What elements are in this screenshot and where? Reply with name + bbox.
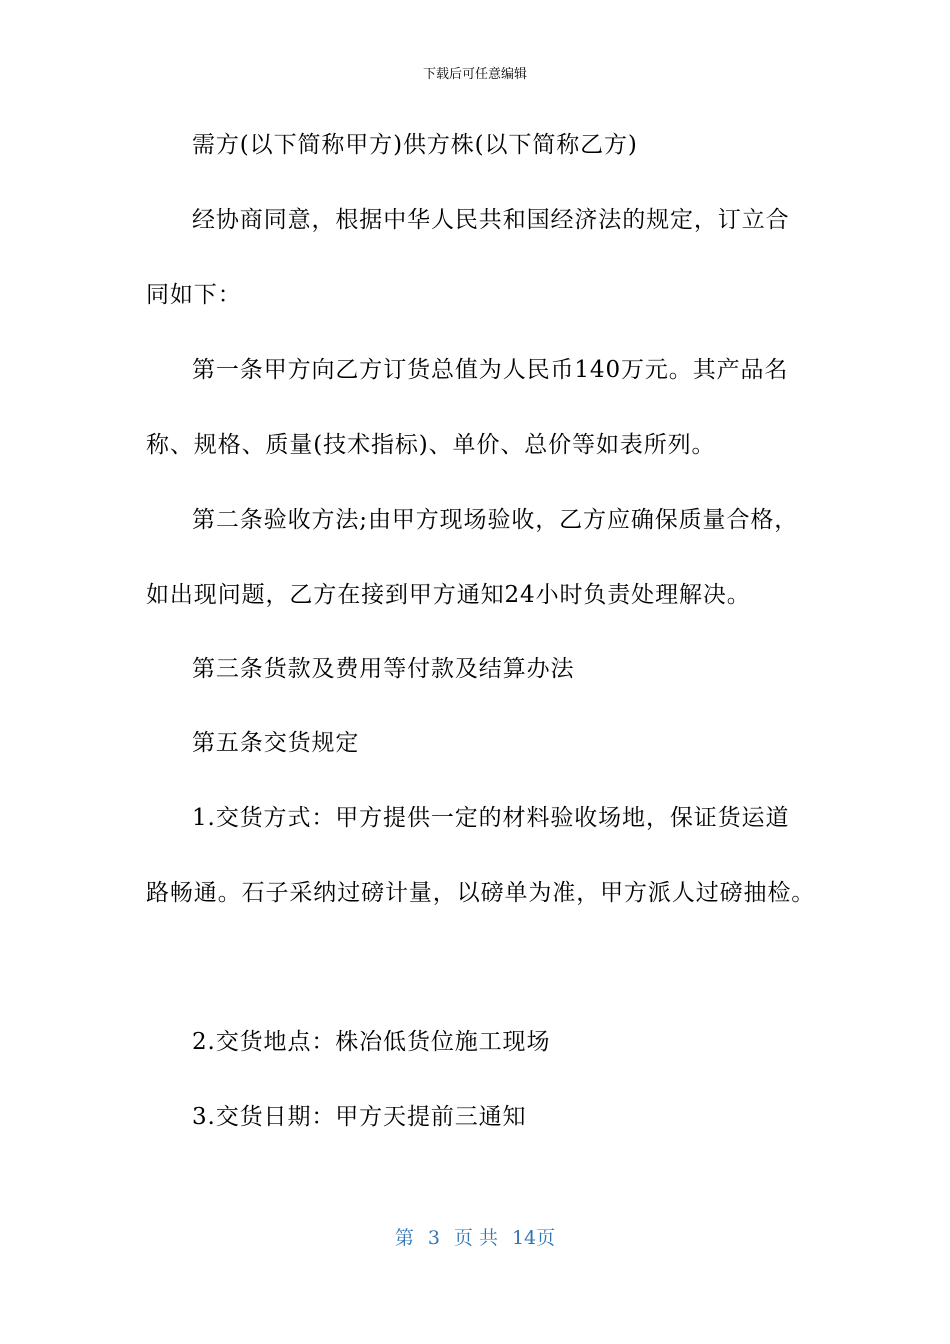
footer-middle: 页 共: [453, 1227, 498, 1249]
body-line-12: 2.交货地点：株冶低货位施工现场: [192, 1029, 551, 1055]
page-header: 下载后可任意编辑: [422, 67, 527, 82]
body-line-10: 1.交货方式：甲方提供一定的材料验收场地，保证货运道: [192, 805, 790, 831]
body-line-11: 路畅通。石子采纳过磅计量，以磅单为准，甲方派人过磅抽检。: [146, 880, 816, 906]
footer-prefix: 第: [394, 1227, 414, 1249]
body-line-6: 第二条验收方法;由甲方现场验收，乙方应确保质量合格，: [192, 507, 799, 533]
body-line-5: 称、规格、质量(技术指标)、单价、总价等如表所列。: [146, 432, 716, 458]
page-footer: [0, 1226, 950, 1250]
body-line-2: 经协商同意，根据中华人民共和国经济法的规定，订立合: [192, 207, 790, 233]
footer-total-pages: 14: [511, 1227, 537, 1249]
footer-current-page: 3: [427, 1227, 440, 1249]
body-line-7: 如出现问题，乙方在接到甲方通知24小时负责处理解决。: [146, 582, 751, 608]
body-line-1: 需方(以下简称甲方)供方株(以下简称乙方): [192, 132, 638, 158]
body-line-13: 3.交货日期：甲方天提前三通知: [192, 1104, 527, 1130]
footer-suffix: 页: [536, 1227, 556, 1249]
body-line-4: 第一条甲方向乙方订货总值为人民币140万元。其产品名: [192, 357, 789, 383]
body-line-3: 同如下：: [146, 282, 242, 308]
body-line-9: 第五条交货规定: [192, 730, 360, 756]
body-line-8: 第三条货款及费用等付款及结算办法: [192, 656, 575, 682]
